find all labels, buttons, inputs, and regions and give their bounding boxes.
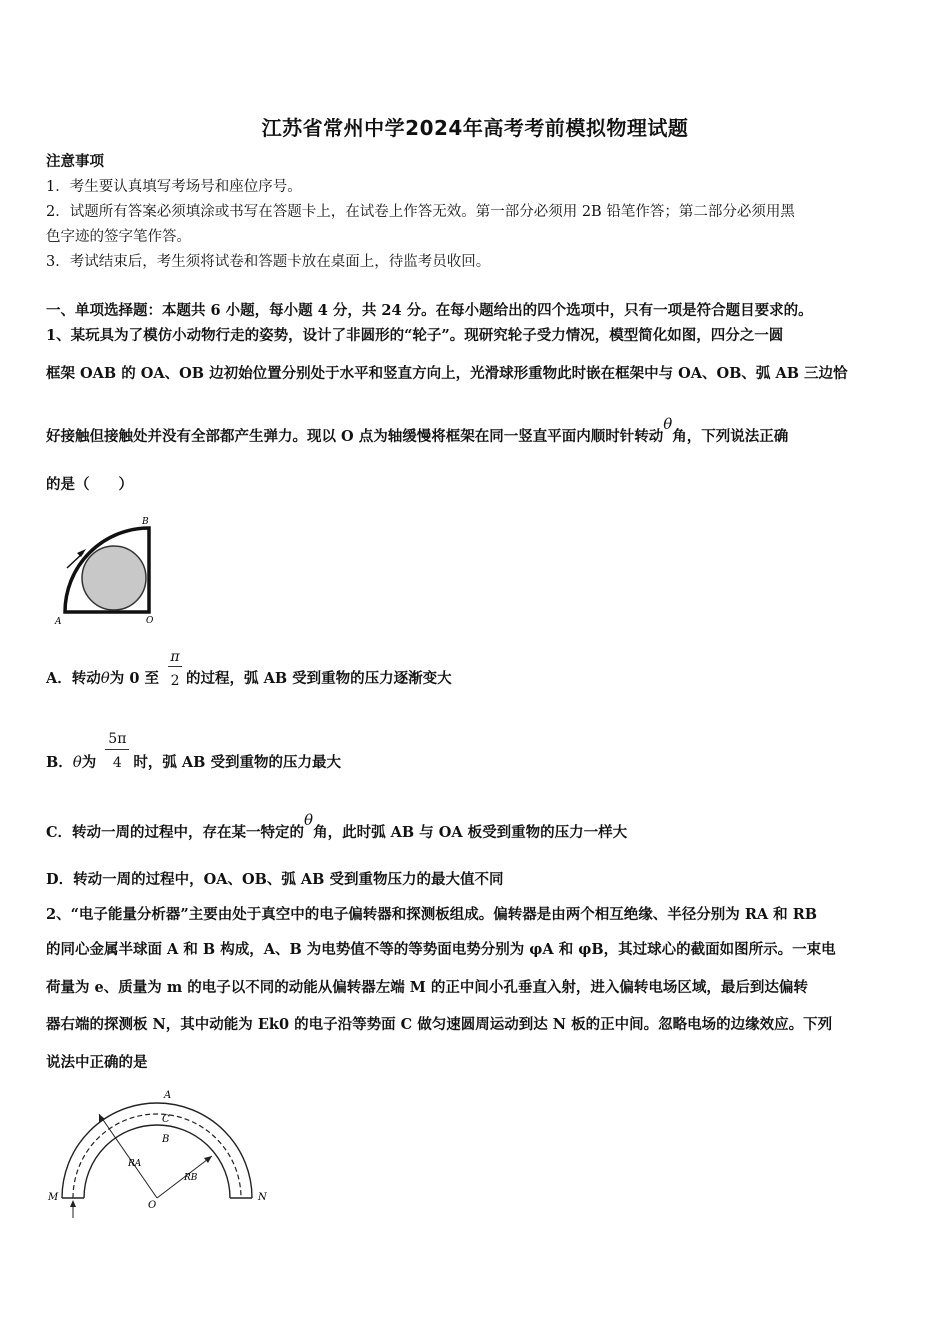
- label-B: B: [162, 1134, 170, 1145]
- fraction-numerator: π: [170, 649, 180, 665]
- notice-item-2-cont: 色字迹的签字笔作答。: [46, 229, 191, 245]
- theta-symbol: θ: [663, 415, 673, 433]
- q2-figure: [44, 1086, 278, 1226]
- equipotential-C: [73, 1114, 241, 1198]
- label-C: C: [162, 1114, 170, 1125]
- radius-RB-head: [204, 1156, 212, 1163]
- q1-line-1: 1、某玩具为了模仿小动物行走的姿势，设计了非圆形的“轮子”。现研究轮子受力情况，模型简化如图，四分之一圆: [46, 327, 784, 344]
- q1-line-3-tail: 角，下列说法正确: [672, 428, 789, 445]
- option-b-text: 时，弧 AB 受到重物的压力最大: [133, 754, 341, 771]
- q1-figure: [50, 512, 160, 630]
- entry-arrow-head: [70, 1200, 76, 1207]
- label-RA: RA: [128, 1159, 142, 1169]
- q1-option-c: [46, 811, 908, 843]
- option-c-text: 角，此时弧 AB 与 OA 板受到重物的压力一样大: [313, 824, 628, 841]
- label-N: N: [258, 1192, 267, 1203]
- option-a-text: 的过程，弧 AB 受到重物的压力逐渐变大: [186, 670, 452, 687]
- fraction-numerator: 5π: [108, 731, 127, 747]
- q1-line-3: [46, 415, 908, 447]
- fraction-denominator: 2: [170, 673, 180, 689]
- section-heading: 一、单项选择题：本题共 6 小题，每小题 4 分，共 24 分。在每小题给出的四个选项中，只有一项是符合题目要求的。: [46, 302, 813, 319]
- label-A: A: [55, 617, 62, 627]
- theta-symbol: θ: [72, 753, 82, 771]
- option-b-prefix: B．: [46, 754, 73, 771]
- label-M: M: [48, 1192, 59, 1203]
- notice-heading: 注意事项: [46, 153, 104, 170]
- label-O: O: [148, 1200, 157, 1211]
- q1-option-d: D．转动一周的过程中，OA、OB、弧 AB 受到重物压力的最大值不同: [46, 871, 504, 888]
- q1-line-3-text: 好接触但接触处并没有全部都产生弹力。现以 O 点为轴缓慢将框架在同一竖直平面内顺时针转动: [46, 428, 664, 445]
- theta-symbol: θ: [100, 669, 110, 687]
- fraction-pi-over-2: [166, 649, 184, 689]
- hemisphere-A: [62, 1103, 252, 1198]
- radius-RA: [99, 1114, 157, 1198]
- option-a-mid: 为 0 至: [109, 670, 159, 687]
- q1-line-4: 的是（ ）: [46, 476, 133, 493]
- option-b-mid: 为: [81, 754, 97, 771]
- q1-option-a: [46, 649, 908, 689]
- label-A: A: [164, 1090, 172, 1101]
- q2-line-5: 说法中正确的是: [46, 1054, 148, 1071]
- q2-line-2: 的同心金属半球面 A 和 B 构成，A、B 为电势值不等的等势面电势分别为 φA 和 φB，其过球心的截面如图所示。一束电: [46, 941, 836, 958]
- q1-line-2: 框架 OAB 的 OA、OB 边初始位置分别处于水平和竖直方向上，光滑球形重物此时嵌在框架中与 OA、OB、弧 AB 三边恰: [46, 365, 848, 382]
- ball: [82, 546, 146, 610]
- q2-line-3: 荷量为 e、质量为 m 的电子以不同的动能从偏转器左端 M 的正中间小孔垂直入射，进入偏转电场区域，最后到达偏转: [46, 979, 808, 996]
- q2-line-4: 器右端的探测板 N，其中动能为 Ek0 的电子沿等势面 C 做匀速圆周运动到达 N 板的正中间。忽略电场的边缘效应。下列: [46, 1016, 833, 1033]
- label-RB: RB: [184, 1173, 198, 1183]
- fraction-bar: [105, 749, 129, 750]
- option-a-prefix: A．转动: [46, 670, 101, 687]
- label-B: B: [142, 517, 149, 527]
- option-c-prefix: C．转动一周的过程中，存在某一特定的: [46, 824, 305, 841]
- theta-symbol: θ: [304, 811, 314, 829]
- page-title: 江苏省常州中学2024年高考考前模拟物理试题: [261, 116, 689, 140]
- notice-item-2: 2．试题所有答案必须填涂或书写在答题卡上，在试卷上作答无效。第一部分必须用 2B 铅笔作答；第二部分必须用黑: [46, 204, 795, 220]
- fraction-bar: [168, 666, 182, 667]
- notice-item-3: 3．考试结束后，考生须将试卷和答题卡放在桌面上，待监考员收回。: [46, 254, 491, 270]
- notice-item-1: 1．考生要认真填写考场号和座位序号。: [46, 179, 302, 195]
- fraction-denominator: 4: [112, 755, 122, 771]
- label-O: O: [146, 616, 154, 626]
- q2-line-1: 2、“电子能量分析器”主要由处于真空中的电子偏转器和探测板组成。偏转器是由两个相互绝缘、半径分别为 RA 和 RB: [46, 906, 818, 923]
